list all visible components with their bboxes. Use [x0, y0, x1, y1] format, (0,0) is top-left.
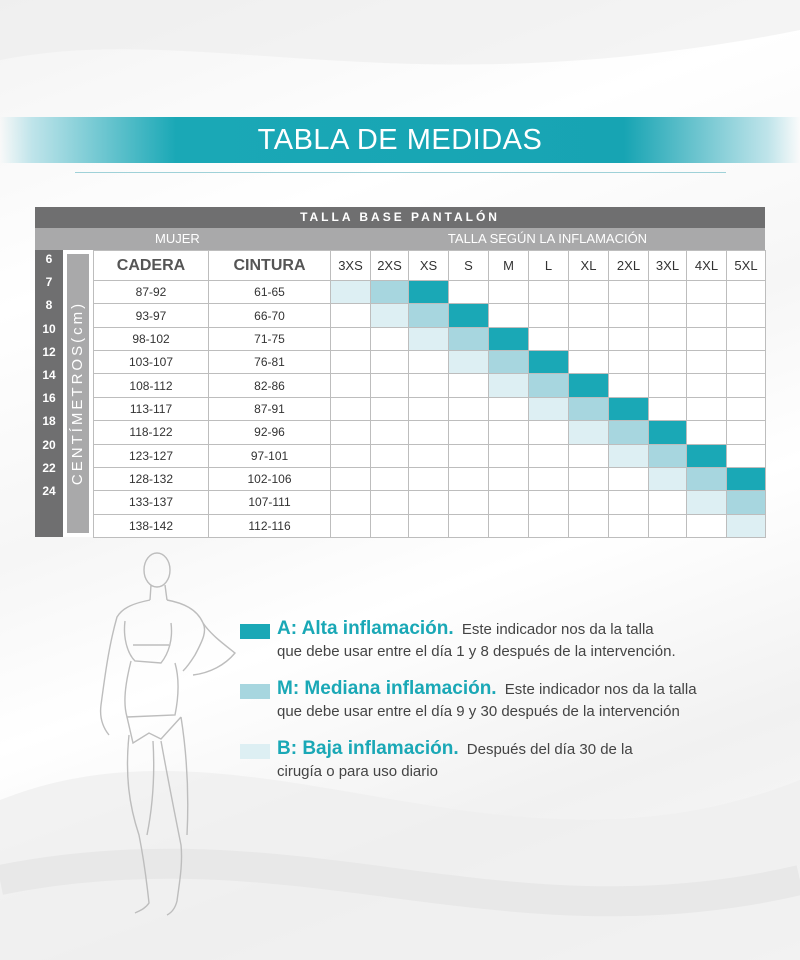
base-size-number: 8 [45, 298, 53, 313]
size-cell [727, 351, 766, 374]
legend-swatch-high [240, 624, 270, 639]
size-cell [529, 467, 569, 490]
legend-heading-high: A: Alta inflamación. [277, 618, 454, 639]
waist-cell: 92-96 [209, 421, 331, 444]
size-cell [649, 327, 687, 350]
size-cell [609, 304, 649, 327]
size-cell [449, 444, 489, 467]
size-cell-low [371, 304, 409, 327]
size-cell [569, 351, 609, 374]
size-cell-medium [409, 304, 449, 327]
size-cell [529, 444, 569, 467]
table-row [94, 421, 766, 444]
column-header-size: 5XL [727, 251, 766, 281]
size-cell [649, 304, 687, 327]
size-cell-low [331, 281, 371, 304]
size-cell [609, 514, 649, 537]
base-size-number: 10 [42, 321, 56, 336]
size-cell [449, 514, 489, 537]
size-cell-high [449, 304, 489, 327]
hip-cell: 118-122 [94, 421, 209, 444]
size-cell [449, 421, 489, 444]
size-cell [687, 374, 727, 397]
size-cell [489, 514, 529, 537]
table-row [94, 514, 766, 537]
size-cell-low [649, 467, 687, 490]
size-cell [649, 491, 687, 514]
size-cell [569, 491, 609, 514]
size-cell [331, 491, 371, 514]
size-cell [371, 444, 409, 467]
size-cell [331, 467, 371, 490]
size-cell [409, 491, 449, 514]
unit-label: CENTÍMETROS(cm) [69, 300, 86, 486]
size-cell [331, 351, 371, 374]
column-header-size: M [489, 251, 529, 281]
legend-text-medium: Este indicador nos da la talla [504, 681, 697, 698]
column-header-size: XL [569, 251, 609, 281]
size-cell-medium [727, 491, 766, 514]
size-cell [489, 304, 529, 327]
base-size-number: 20 [42, 437, 56, 452]
hip-cell: 113-117 [94, 397, 209, 420]
size-cell-high [727, 467, 766, 490]
size-cell [331, 514, 371, 537]
size-cell-low [727, 514, 766, 537]
legend-text-low: Después del día 30 de la [466, 741, 633, 758]
legend-item-low [240, 738, 780, 796]
size-cell [529, 327, 569, 350]
size-cell-medium [529, 374, 569, 397]
size-cell [529, 514, 569, 537]
size-cell [371, 491, 409, 514]
size-cell [687, 281, 727, 304]
waist-cell: 107-111 [209, 491, 331, 514]
size-cell-low [569, 421, 609, 444]
legend-heading-medium: M: Mediana inflamación. [277, 678, 497, 699]
size-cell [449, 374, 489, 397]
size-cell-medium [371, 281, 409, 304]
size-cell-low [609, 444, 649, 467]
size-cell [727, 421, 766, 444]
size-cell-low [687, 491, 727, 514]
size-cell [569, 467, 609, 490]
size-cell [649, 351, 687, 374]
column-header-size: 3XS [331, 251, 371, 281]
size-cell [409, 397, 449, 420]
size-cell-high [649, 421, 687, 444]
size-cell [489, 467, 529, 490]
size-cell-high [609, 397, 649, 420]
size-cell [489, 491, 529, 514]
legend-heading-low: B: Baja inflamación. [277, 738, 459, 759]
size-cell [649, 514, 687, 537]
table-row [94, 351, 766, 374]
size-cell [331, 421, 371, 444]
size-cell-low [489, 374, 529, 397]
size-cell [687, 514, 727, 537]
size-cell [449, 397, 489, 420]
size-cell [449, 281, 489, 304]
table-header-main: TALLA BASE PANTALÓN [35, 207, 765, 228]
legend-item-high [240, 618, 780, 676]
waist-cell: 61-65 [209, 281, 331, 304]
size-cell [489, 397, 529, 420]
waist-cell: 66-70 [209, 304, 331, 327]
hip-cell: 123-127 [94, 444, 209, 467]
size-cell [727, 374, 766, 397]
size-cell-low [449, 351, 489, 374]
waist-cell: 82-86 [209, 374, 331, 397]
header-women: MUJER [155, 231, 200, 246]
size-cell-medium [687, 467, 727, 490]
size-cell [371, 397, 409, 420]
hip-cell: 103-107 [94, 351, 209, 374]
base-size-number: 14 [42, 368, 56, 382]
title-band [0, 117, 800, 163]
base-size-column [35, 250, 63, 537]
base-size-number: 6 [45, 252, 53, 266]
waist-cell: 102-106 [209, 467, 331, 490]
size-cell-high [489, 327, 529, 350]
size-cell [331, 397, 371, 420]
column-header-size: 2XL [609, 251, 649, 281]
size-cell [529, 304, 569, 327]
size-cell [409, 444, 449, 467]
size-cell [449, 467, 489, 490]
table-header-secondary [35, 228, 765, 250]
size-cell [489, 281, 529, 304]
size-cell [727, 304, 766, 327]
size-cell-high [529, 351, 569, 374]
waist-cell: 97-101 [209, 444, 331, 467]
size-cell [727, 444, 766, 467]
size-cell-medium [569, 397, 609, 420]
base-size-number: 24 [42, 484, 56, 498]
size-cell [331, 444, 371, 467]
size-cell [371, 514, 409, 537]
size-cell [687, 327, 727, 350]
table-row [94, 374, 766, 397]
size-cell [409, 514, 449, 537]
size-cell [727, 397, 766, 420]
base-size-number: 7 [45, 275, 53, 290]
page-title: TABLA DE MEDIDAS [257, 124, 543, 156]
hip-cell: 133-137 [94, 491, 209, 514]
hip-cell: 87-92 [94, 281, 209, 304]
size-cell [569, 281, 609, 304]
waist-cell: 76-81 [209, 351, 331, 374]
size-cell [529, 491, 569, 514]
size-cell-low [529, 397, 569, 420]
header-inflammation: TALLA SEGÚN LA INFLAMACIÓN [447, 231, 648, 246]
legend-item-medium [240, 678, 780, 736]
table-row [94, 491, 766, 514]
measurements-table [93, 250, 766, 538]
size-cell-medium [609, 421, 649, 444]
size-cell [371, 374, 409, 397]
hip-cell: 98-102 [94, 327, 209, 350]
size-cell [409, 467, 449, 490]
size-cell [409, 421, 449, 444]
size-cell [649, 374, 687, 397]
size-cell-medium [449, 327, 489, 350]
legend-swatch-low [240, 744, 270, 759]
waist-cell: 87-91 [209, 397, 331, 420]
table-row [94, 467, 766, 490]
legend-swatch-medium [240, 684, 270, 699]
size-cell [489, 444, 529, 467]
size-cell-low [409, 327, 449, 350]
size-cell [529, 421, 569, 444]
waist-cell: 71-75 [209, 327, 331, 350]
size-cell-medium [489, 351, 529, 374]
size-cell [409, 374, 449, 397]
size-cell [569, 444, 609, 467]
waist-cell: 112-116 [209, 514, 331, 537]
column-header-size: L [529, 251, 569, 281]
hip-cell: 128-132 [94, 467, 209, 490]
size-table [35, 207, 765, 537]
table-row [94, 327, 766, 350]
size-cell [489, 421, 529, 444]
size-cell [409, 351, 449, 374]
size-cell [727, 327, 766, 350]
base-size-number: 16 [42, 391, 56, 406]
size-cell [331, 327, 371, 350]
size-cell-high [409, 281, 449, 304]
size-cell [569, 304, 609, 327]
column-header-size: 2XS [371, 251, 409, 281]
legend-text-high-2: que debe usar entre el día 1 y 8 después de la intervención. [277, 643, 676, 660]
size-cell-medium [649, 444, 687, 467]
column-header-waist: CINTURA [209, 251, 331, 281]
table-row [94, 397, 766, 420]
size-cell [569, 514, 609, 537]
size-cell [727, 281, 766, 304]
unit-column [63, 250, 93, 537]
base-size-number: 18 [42, 414, 56, 429]
size-cell [529, 281, 569, 304]
inflammation-legend [240, 618, 780, 798]
size-cell [609, 467, 649, 490]
size-cell [569, 327, 609, 350]
size-cell [449, 491, 489, 514]
column-header-size: XS [409, 251, 449, 281]
size-cell [609, 351, 649, 374]
column-header-size: S [449, 251, 489, 281]
hip-cell: 93-97 [94, 304, 209, 327]
table-grid [35, 250, 765, 537]
title-divider [75, 172, 726, 173]
size-cell [609, 281, 649, 304]
size-cell [687, 397, 727, 420]
size-cell [371, 421, 409, 444]
size-cell [371, 327, 409, 350]
table-row [94, 281, 766, 304]
base-size-number: 22 [42, 460, 56, 475]
size-cell [331, 304, 371, 327]
table-row [94, 444, 766, 467]
size-cell [331, 374, 371, 397]
size-cell [687, 351, 727, 374]
legend-text-high: Este indicador nos da la talla [461, 621, 654, 638]
size-cell [371, 351, 409, 374]
column-header-size: 4XL [687, 251, 727, 281]
size-cell [609, 327, 649, 350]
size-cell [649, 397, 687, 420]
column-header-hip: CADERA [94, 251, 209, 281]
hip-cell: 108-112 [94, 374, 209, 397]
size-cell-high [687, 444, 727, 467]
table-row [94, 304, 766, 327]
size-cell-high [569, 374, 609, 397]
hip-cell: 138-142 [94, 514, 209, 537]
size-cell [687, 421, 727, 444]
legend-text-medium-2: que debe usar entre el día 9 y 30 después de la intervención [277, 703, 680, 720]
woman-figure-illustration [95, 545, 255, 920]
size-cell [609, 374, 649, 397]
size-cell [649, 281, 687, 304]
size-cell [687, 304, 727, 327]
column-header-size: 3XL [649, 251, 687, 281]
size-cell [609, 491, 649, 514]
base-size-number: 12 [42, 344, 56, 359]
size-cell [371, 467, 409, 490]
legend-text-low-2: cirugía o para uso diario [277, 763, 438, 780]
